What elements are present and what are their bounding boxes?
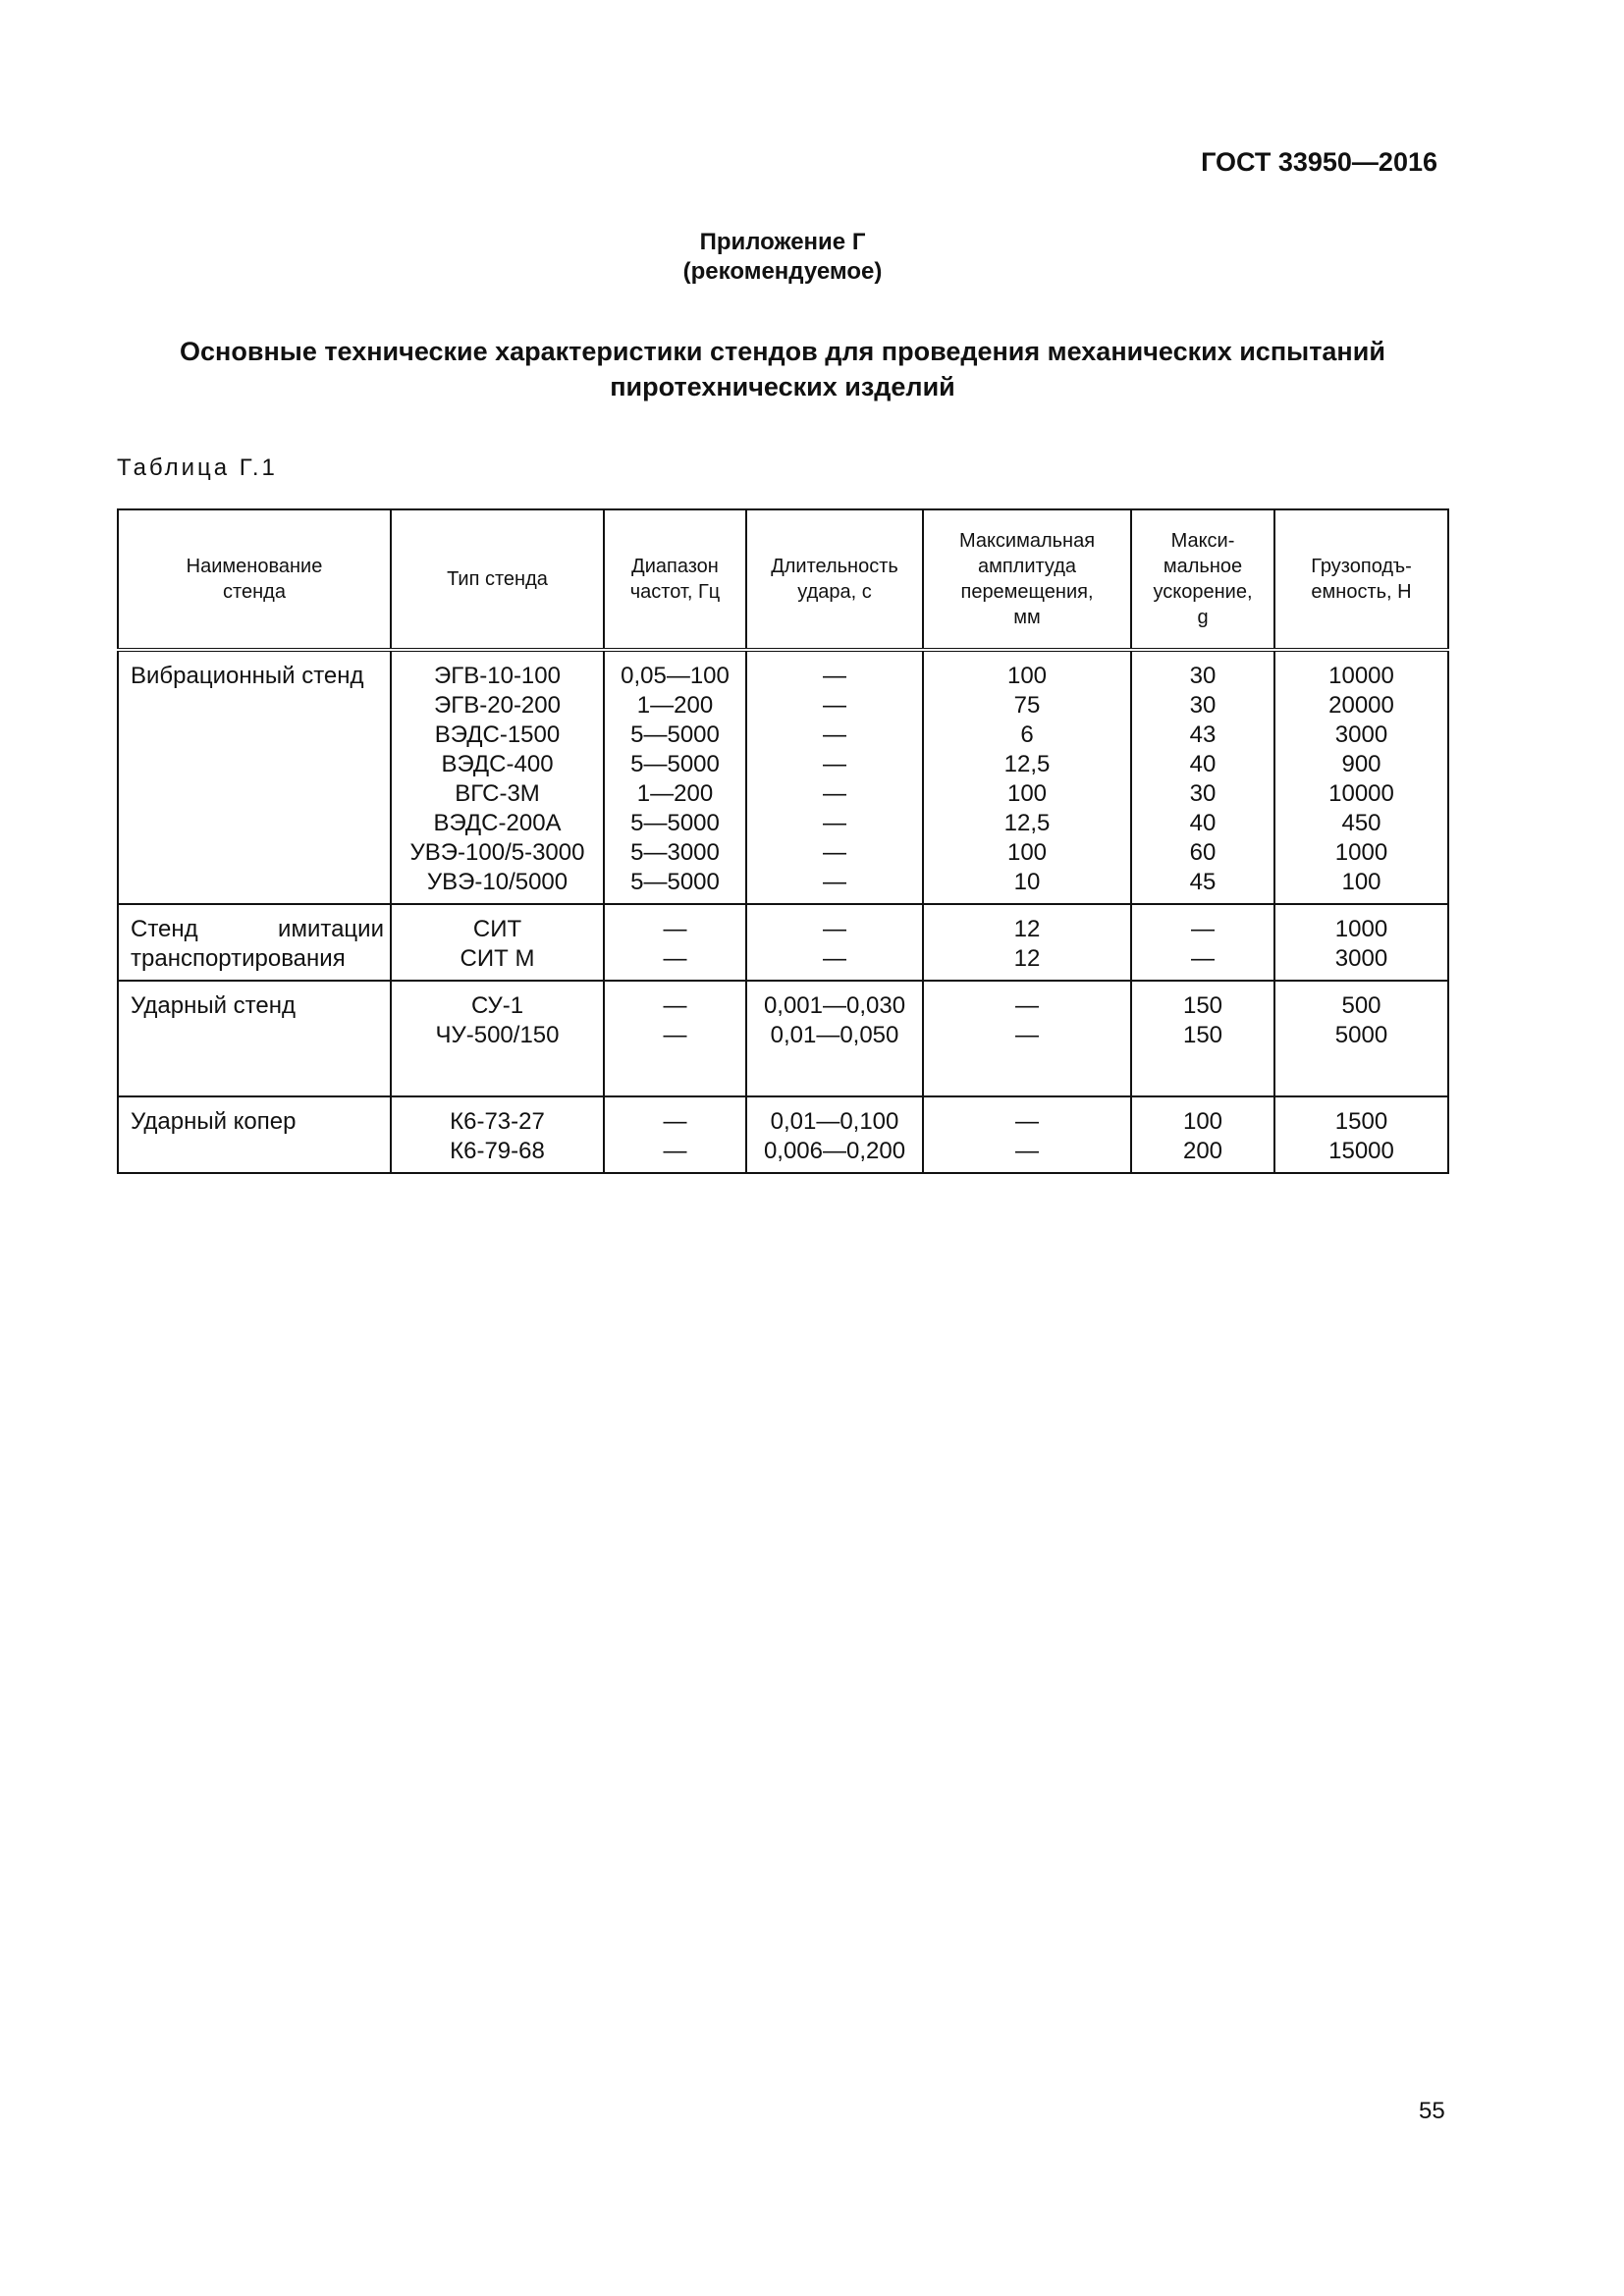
cell-value: 1000 xyxy=(1334,839,1388,866)
cell-value: УВЭ-100/5-3000 xyxy=(409,839,585,866)
cell-value: 30 xyxy=(1189,663,1217,689)
cell-value: — xyxy=(663,945,687,972)
cell-value: — xyxy=(1015,1022,1039,1048)
cell-value: — xyxy=(823,780,846,807)
cell-value: 5—5000 xyxy=(630,810,720,836)
cell-value: — xyxy=(823,692,846,719)
cell-value: 75 xyxy=(1013,692,1041,719)
stand-type-cell xyxy=(391,981,604,1096)
characteristics-table xyxy=(117,508,1449,1174)
cell-value: Вибрационный стенд xyxy=(131,663,364,689)
cell-value: — xyxy=(1191,945,1215,972)
cell-value: 40 xyxy=(1189,751,1217,777)
cell-value: СУ-1 xyxy=(470,992,524,1019)
cell-value: — xyxy=(823,869,846,895)
section-heading xyxy=(0,334,1565,404)
cell-value: — xyxy=(1191,916,1215,942)
cell-value: — xyxy=(663,1108,687,1135)
cell-value: 0,05—100 xyxy=(621,663,730,689)
cell-value: 100 xyxy=(1006,839,1048,866)
cell-value: 0,01—0,050 xyxy=(770,1022,899,1048)
header-text-line: частот, Гц xyxy=(629,581,721,603)
duration-cell xyxy=(746,650,923,904)
cell-value: 500 xyxy=(1341,992,1381,1019)
cell-value: Стенд имитации xyxy=(131,916,384,942)
header-text-line: ускорение, xyxy=(1153,581,1253,603)
header-text-line: амплитуда xyxy=(977,556,1077,577)
cell-value: Ударный копер xyxy=(131,1108,297,1135)
acceleration-cell xyxy=(1131,981,1274,1096)
header-max-amplitude xyxy=(923,509,1131,650)
cell-value: 5—5000 xyxy=(630,751,720,777)
cell-value: Ударный стенд xyxy=(131,992,296,1019)
frequency-cell xyxy=(604,981,746,1096)
duration-cell xyxy=(746,1096,923,1173)
acceleration-cell xyxy=(1131,650,1274,904)
cell-value: К6-79-68 xyxy=(450,1138,545,1164)
cell-value: ВГС-3М xyxy=(455,780,540,807)
standard-number: ГОСТ 33950—2016 xyxy=(1201,147,1437,177)
table-row xyxy=(118,650,1448,904)
capacity-cell xyxy=(1274,904,1448,981)
cell-value: — xyxy=(663,992,687,1019)
cell-value: 43 xyxy=(1189,721,1217,748)
header-text-line: Длительность xyxy=(771,556,898,577)
cell-value: ЧУ-500/150 xyxy=(435,1022,560,1048)
appendix-block xyxy=(0,228,1565,287)
cell-value: ВЭДС-400 xyxy=(441,751,554,777)
cell-value: ВЭДС-200А xyxy=(433,810,562,836)
acceleration-cell xyxy=(1131,1096,1274,1173)
header-max-acceleration xyxy=(1131,509,1274,650)
amplitude-cell xyxy=(923,650,1131,904)
cell-value: 12 xyxy=(1013,945,1041,972)
header-text-line: Тип стенда xyxy=(447,568,548,590)
cell-value: — xyxy=(663,916,687,942)
heading-line-1: Основные технические характеристики стендов для проведения механических испытаний xyxy=(180,337,1385,366)
cell-value: 12,5 xyxy=(1003,751,1051,777)
amplitude-cell xyxy=(923,981,1131,1096)
duration-cell xyxy=(746,981,923,1096)
cell-value: 60 xyxy=(1189,839,1217,866)
cell-value: 10000 xyxy=(1328,780,1394,807)
cell-value: 1500 xyxy=(1334,1108,1388,1135)
cell-value: 15000 xyxy=(1328,1138,1394,1164)
cell-value: 100 xyxy=(1182,1108,1223,1135)
cell-value: 1—200 xyxy=(636,692,714,719)
cell-value: 12,5 xyxy=(1003,810,1051,836)
cell-value: 45 xyxy=(1189,869,1217,895)
header-text-line: мм xyxy=(1013,607,1041,628)
cell-value: 150 xyxy=(1182,992,1223,1019)
table-label: Таблица Г.1 xyxy=(117,454,278,481)
cell-value: — xyxy=(1015,1108,1039,1135)
header-frequency-range xyxy=(604,509,746,650)
cell-value: — xyxy=(663,1138,687,1164)
cell-value: 200 xyxy=(1182,1138,1223,1164)
frequency-cell xyxy=(604,650,746,904)
table-row xyxy=(118,981,1448,1096)
page-number: 55 xyxy=(1419,2098,1445,2124)
cell-value: 100 xyxy=(1341,869,1381,895)
cell-value: УВЭ-10/5000 xyxy=(426,869,568,895)
header-text-line: перемещения, xyxy=(960,581,1094,603)
stand-name-cell xyxy=(118,1096,391,1173)
stand-name-cell xyxy=(118,650,391,904)
cell-value: — xyxy=(1015,992,1039,1019)
header-text-line: емность, Н xyxy=(1311,581,1412,603)
appendix-subtitle: (рекомендуемое) xyxy=(682,258,883,285)
frequency-cell xyxy=(604,1096,746,1173)
cell-value: 150 xyxy=(1182,1022,1223,1048)
amplitude-cell xyxy=(923,904,1131,981)
header-stand-type xyxy=(391,509,604,650)
cell-value: СИТ М xyxy=(460,945,535,972)
cell-value: 0,006—0,200 xyxy=(763,1138,906,1164)
cell-value: 5—3000 xyxy=(630,839,720,866)
cell-value: 20000 xyxy=(1328,692,1394,719)
cell-value: СИТ xyxy=(472,916,522,942)
acceleration-cell xyxy=(1131,904,1274,981)
cell-value: — xyxy=(823,810,846,836)
cell-value: — xyxy=(823,839,846,866)
cell-value: 30 xyxy=(1189,780,1217,807)
cell-value: — xyxy=(823,945,846,972)
cell-value: 5—5000 xyxy=(630,869,720,895)
capacity-cell xyxy=(1274,1096,1448,1173)
cell-value: 3000 xyxy=(1334,721,1388,748)
header-load-capacity xyxy=(1274,509,1448,650)
cell-value: 12 xyxy=(1013,916,1041,942)
cell-value: 10 xyxy=(1013,869,1041,895)
header-text-line: Макси- xyxy=(1170,530,1235,552)
duration-cell xyxy=(746,904,923,981)
header-text-line: g xyxy=(1197,607,1209,628)
cell-value: 1—200 xyxy=(636,780,714,807)
frequency-cell xyxy=(604,904,746,981)
appendix-title: Приложение Г xyxy=(699,229,866,255)
cell-value: 0,001—0,030 xyxy=(763,992,906,1019)
cell-value: 40 xyxy=(1189,810,1217,836)
cell-value: 100 xyxy=(1006,780,1048,807)
cell-value: 0,01—0,100 xyxy=(770,1108,899,1135)
cell-value: 30 xyxy=(1189,692,1217,719)
cell-value: — xyxy=(823,663,846,689)
header-impact-duration xyxy=(746,509,923,650)
stand-type-cell xyxy=(391,904,604,981)
cell-value: К6-73-27 xyxy=(450,1108,545,1135)
header-text-line: Диапазон xyxy=(631,556,719,577)
cell-value: 5—5000 xyxy=(630,721,720,748)
table-row xyxy=(118,904,1448,981)
header-stand-name xyxy=(118,509,391,650)
stand-name-cell xyxy=(118,904,391,981)
cell-value: 3000 xyxy=(1334,945,1388,972)
header-text-line: удара, с xyxy=(797,581,872,603)
cell-value: ЭГВ-10-100 xyxy=(434,663,561,689)
table-body xyxy=(118,650,1448,1173)
table-row xyxy=(118,1096,1448,1173)
cell-value: транспортирования xyxy=(131,945,346,972)
cell-value: 900 xyxy=(1341,751,1381,777)
cell-value: 100 xyxy=(1006,663,1048,689)
capacity-cell xyxy=(1274,650,1448,904)
cell-value: — xyxy=(823,751,846,777)
cell-value: — xyxy=(823,721,846,748)
stand-name-cell xyxy=(118,981,391,1096)
cell-value: 10000 xyxy=(1328,663,1394,689)
cell-value: 450 xyxy=(1341,810,1381,836)
cell-value: — xyxy=(823,916,846,942)
capacity-cell xyxy=(1274,981,1448,1096)
header-text-line: Наименование xyxy=(186,556,323,577)
cell-value: ВЭДС-1500 xyxy=(434,721,561,748)
cell-value: — xyxy=(663,1022,687,1048)
header-text-line: Грузоподъ- xyxy=(1311,556,1412,577)
stand-type-cell xyxy=(391,1096,604,1173)
cell-value: 1000 xyxy=(1334,916,1388,942)
cell-value: — xyxy=(1015,1138,1039,1164)
cell-value: 6 xyxy=(1020,721,1034,748)
cell-value: ЭГВ-20-200 xyxy=(434,692,561,719)
header-text-line: мальное xyxy=(1163,556,1243,577)
table-header-row xyxy=(118,509,1448,650)
header-text-line: стенда xyxy=(223,581,286,603)
heading-line-2: пиротехнических изделий xyxy=(610,372,955,401)
header-text-line: Максимальная xyxy=(958,530,1096,552)
cell-value: 5000 xyxy=(1334,1022,1388,1048)
stand-type-cell xyxy=(391,650,604,904)
amplitude-cell xyxy=(923,1096,1131,1173)
